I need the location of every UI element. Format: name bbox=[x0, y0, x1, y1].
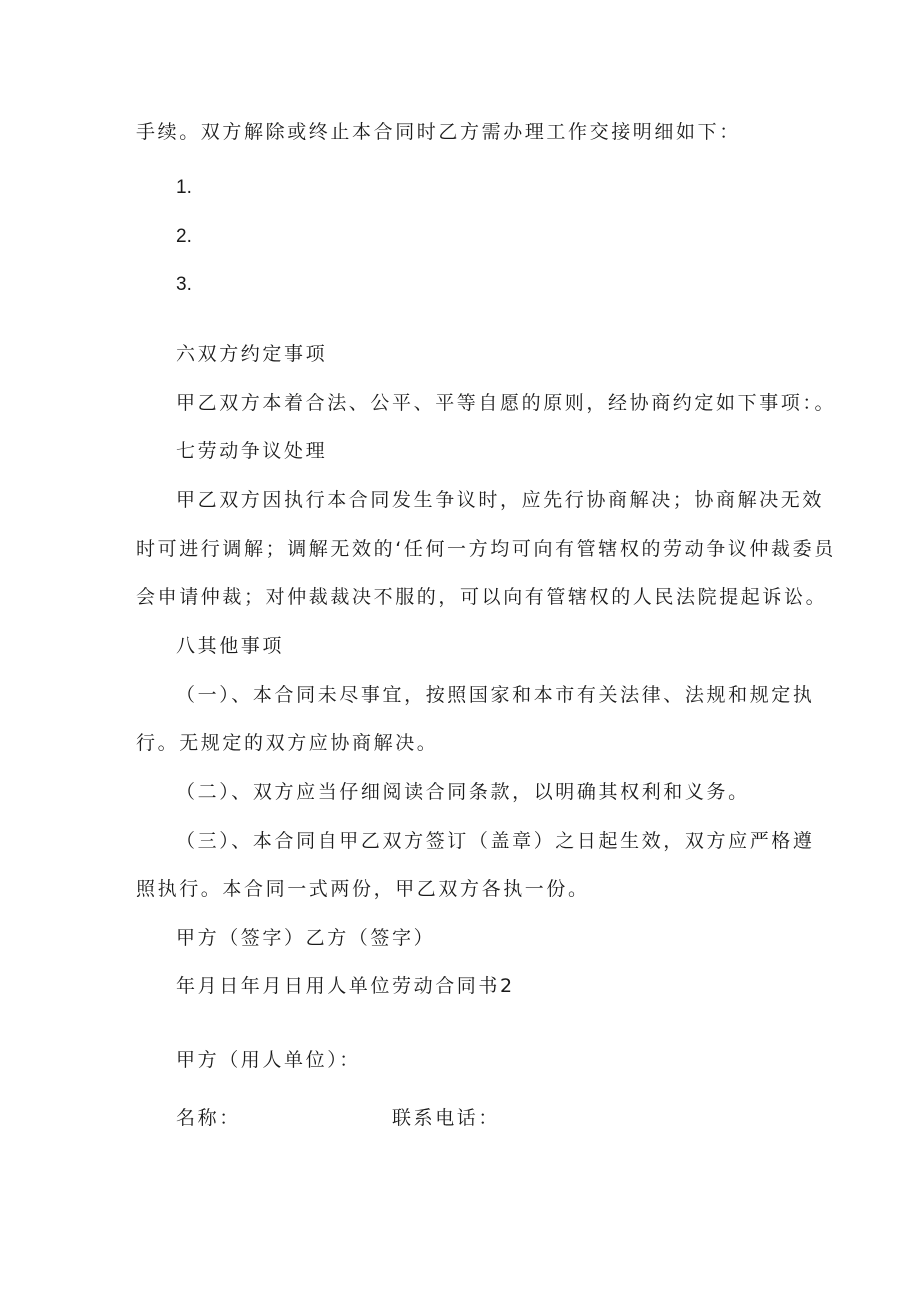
paragraph-dispute-line-2: 时可进行调解；调解无效的‘任何一方均可向有管辖权的劳动争议仲裁委员 bbox=[136, 538, 836, 560]
name-label: 名称： bbox=[176, 1107, 241, 1129]
signature-line: 甲方（签字）乙方（签字） bbox=[176, 927, 436, 949]
list-item-1: 1. bbox=[176, 177, 192, 198]
list-item-2: 2. bbox=[176, 226, 192, 247]
date-and-title-line: 年月日年月日用人单位劳动合同书2 bbox=[176, 975, 515, 997]
paragraph-dispute-line-3: 会申请仲裁；对仲裁裁决不服的，可以向有管辖权的人民法院提起诉讼。 bbox=[136, 586, 828, 608]
paragraph-other-3-line-2: 照执行。本合同一式两份，甲乙双方各执一份。 bbox=[136, 878, 590, 900]
section-heading-8: 八其他事项 bbox=[176, 635, 285, 657]
paragraph-dispute-line-1: 甲乙双方因执行本合同发生争议时，应先行协商解决；协商解决无效 bbox=[176, 489, 825, 511]
paragraph-other-1-line-2: 行。无规定的双方应协商解决。 bbox=[136, 732, 439, 754]
section-heading-6: 六双方约定事项 bbox=[176, 343, 328, 365]
paragraph-other-2: （二）、双方应当仔细阅读合同条款，以明确其权利和义务。 bbox=[176, 781, 750, 803]
paragraph-handover-intro: 手续。双方解除或终止本合同时乙方需办理工作交接明细如下： bbox=[136, 121, 741, 143]
paragraph-other-1-line-1: （一）、本合同未尽事宜，按照国家和本市有关法律、法规和规定执 bbox=[176, 684, 815, 706]
list-item-3: 3. bbox=[176, 274, 192, 295]
phone-label: 联系电话： bbox=[392, 1107, 501, 1129]
party-a-heading: 甲方（用人单位）： bbox=[176, 1049, 361, 1071]
paragraph-agreed-matters: 甲乙双方本着合法、公平、平等自愿的原则，经协商约定如下事项：。 bbox=[176, 392, 837, 414]
paragraph-other-3-line-1: （三）、本合同自甲乙双方签订（盖章）之日起生效，双方应严格遵 bbox=[176, 830, 815, 852]
section-heading-7: 七劳动争议处理 bbox=[176, 440, 328, 462]
